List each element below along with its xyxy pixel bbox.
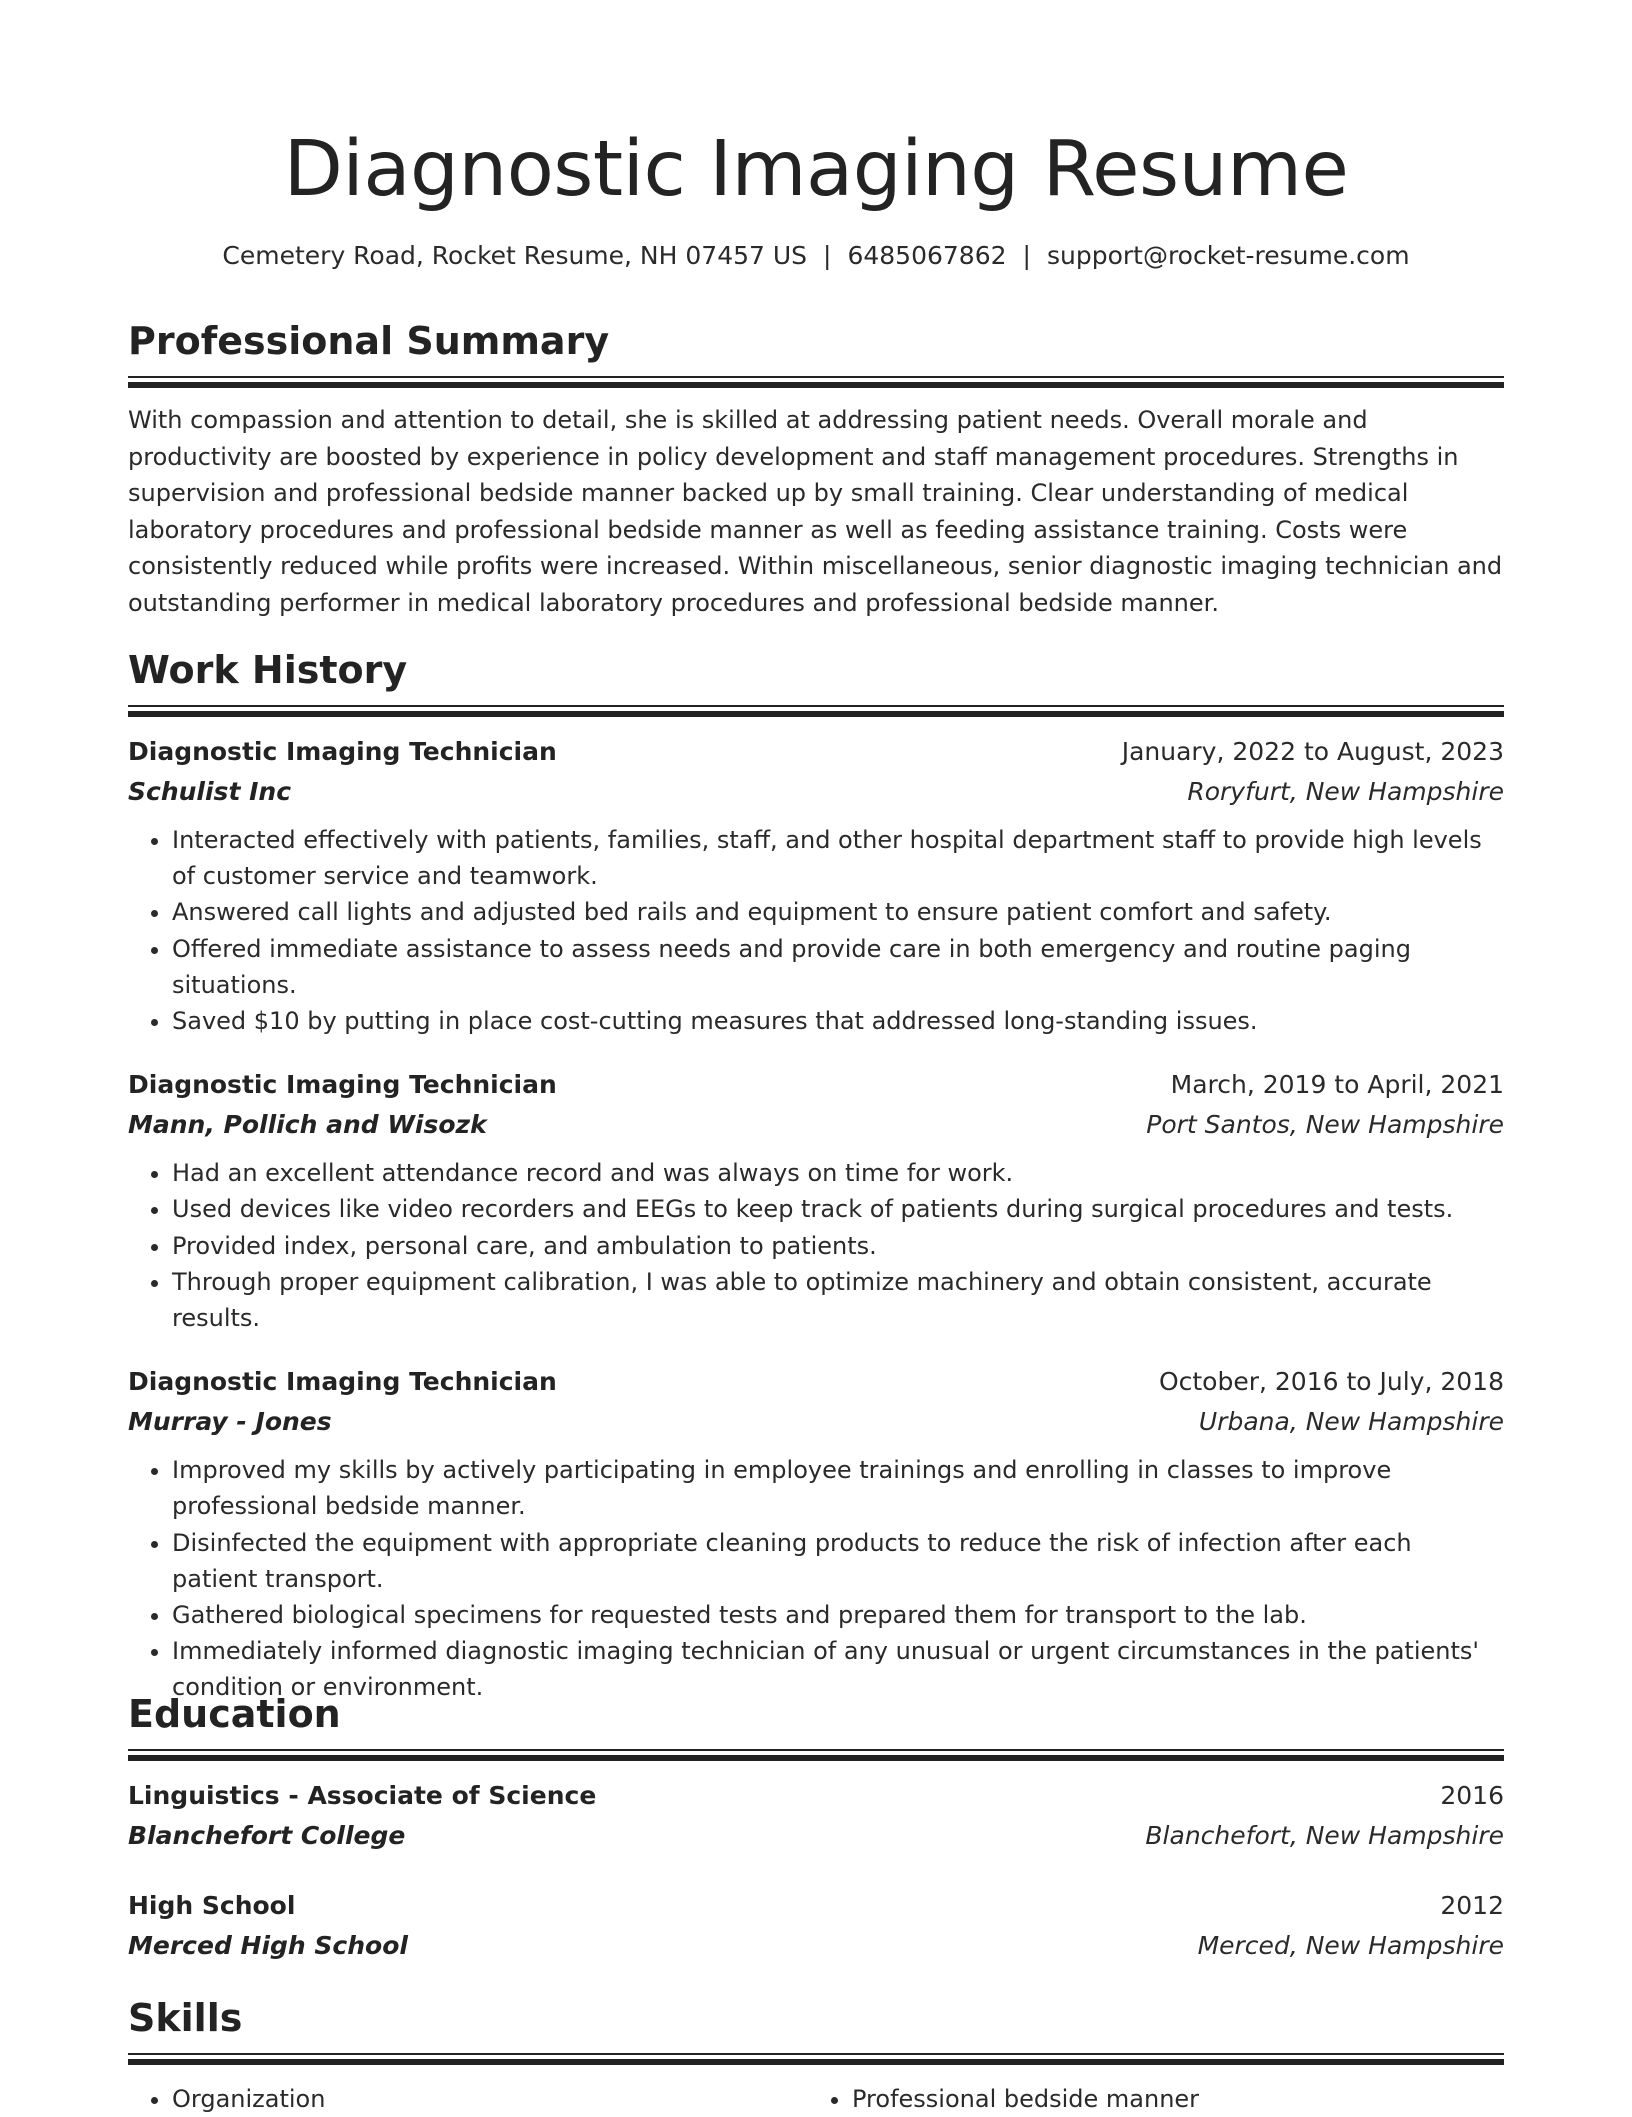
- education-school: Blanchefort College: [128, 1821, 406, 1850]
- job-location: Roryfurt, New Hampshire: [1187, 777, 1504, 806]
- job-employer: Mann, Pollich and Wisozk: [128, 1110, 487, 1140]
- list-item: • Improved my skills by actively participating in employee trainings and enrolling in classes to improve professional bedside manner.: [172, 1452, 1504, 1524]
- job-employer: Schulist Inc: [128, 777, 292, 806]
- section-heading-skills: Skills: [128, 1996, 243, 2040]
- education-degree: High School: [128, 1891, 296, 1920]
- job-header-row: [128, 1065, 1504, 1105]
- job-dates: October, 2016 to July, 2018: [1158, 1367, 1504, 1397]
- education-year: 2012: [1440, 1891, 1504, 1920]
- skill-item: • Professional bedside manner: [852, 2081, 1488, 2117]
- list-item: • Offered immediate assistance to assess needs and provide care in both emergency and routine paging situations.: [172, 931, 1504, 1003]
- contact-address: Cemetery Road, Rocket Resume, NH 07457 US: [222, 241, 808, 270]
- job-entry: [128, 1065, 1504, 1336]
- education-header-row: [128, 1886, 1504, 1926]
- job-entry: [128, 1362, 1504, 1705]
- education-degree: Linguistics - Associate of Science: [128, 1781, 597, 1810]
- contact-separator: |: [823, 241, 832, 270]
- job-employer-row: [128, 1105, 1504, 1145]
- list-item: • Had an excellent attendance record and was always on time for work.: [172, 1155, 1504, 1191]
- education-location: Blanchefort, New Hampshire: [1145, 1821, 1504, 1850]
- job-location: Urbana, New Hampshire: [1198, 1407, 1504, 1437]
- section-heading-work-history: Work History: [128, 648, 408, 692]
- job-title: Diagnostic Imaging Technician: [128, 737, 557, 766]
- education-school-row: [128, 1816, 1504, 1856]
- contact-email: support@rocket-resume.com: [1046, 241, 1410, 270]
- list-item: • Interacted effectively with patients, families, staff, and other hospital department staff to provide high levels of customer service and teamwork.: [172, 822, 1504, 894]
- contact-separator: |: [1022, 241, 1031, 270]
- list-item: • Immediately informed diagnostic imaging technician of any unusual or urgent circumstances in the patients' condition or environment.: [172, 1633, 1504, 1705]
- job-header-row: [128, 1362, 1504, 1402]
- job-location: Port Santos, New Hampshire: [1146, 1110, 1504, 1140]
- summary-text: With compassion and attention to detail, she is skilled at addressing patient needs. Overall morale and productivity are boosted by experience in policy development and staff management procedures. Strengths in supervision and professional bedside manner backed up by small training. Clear understanding of medical laboratory procedures and professional bedside manner as well as feeding assistance training. Costs were consistently reduced while profits were increased. Within miscellaneous, senior diagnostic imaging technician and outstanding performer in medical laboratory procedures and professional bedside manner.: [128, 406, 1503, 617]
- education-entry: [128, 1886, 1504, 1966]
- list-item: • Used devices like video recorders and EEGs to keep track of patients during surgical procedures and tests.: [172, 1191, 1504, 1227]
- job-employer-row: [128, 1402, 1504, 1442]
- job-bullets: [128, 822, 1504, 1039]
- list-item: • Disinfected the equipment with appropriate cleaning products to reduce the risk of infection after each patient transport.: [172, 1525, 1504, 1597]
- education-school: Merced High School: [128, 1931, 408, 1960]
- summary-section: [128, 316, 1504, 621]
- education-location: Merced, New Hampshire: [1197, 1931, 1504, 1960]
- skill-item: • Organization: [172, 2081, 808, 2117]
- skills-section: [128, 1993, 1504, 2117]
- list-item: • Provided index, personal care, and ambulation to patients.: [172, 1228, 1504, 1264]
- list-item: • Gathered biological specimens for requested tests and prepared them for transport to the lab.: [172, 1597, 1504, 1633]
- job-employer-row: [128, 772, 1504, 812]
- contact-phone: 6485067862: [847, 241, 1007, 270]
- list-item: • Through proper equipment calibration, I was able to optimize machinery and obtain consistent, accurate results.: [172, 1264, 1504, 1336]
- education-entry: [128, 1776, 1504, 1856]
- section-divider: [128, 705, 1504, 719]
- list-item: • Saved $10 by putting in place cost-cutting measures that addressed long-standing issues.: [172, 1003, 1504, 1039]
- section-divider: [128, 1749, 1504, 1763]
- education-school-row: [128, 1926, 1504, 1966]
- job-title: Diagnostic Imaging Technician: [128, 1367, 557, 1397]
- education-section: [128, 1689, 1504, 1966]
- section-heading-summary: Professional Summary: [128, 319, 610, 363]
- job-dates: March, 2019 to April, 2021: [1170, 1070, 1504, 1100]
- section-divider: [128, 2053, 1504, 2067]
- job-bullets: [128, 1155, 1504, 1336]
- job-employer: Murray - Jones: [128, 1407, 332, 1437]
- job-entry: [128, 732, 1504, 1039]
- resume-title: Diagnostic Imaging Resume: [283, 125, 1349, 214]
- job-title: Diagnostic Imaging Technician: [128, 1070, 557, 1100]
- job-header-row: [128, 732, 1504, 772]
- education-header-row: [128, 1776, 1504, 1816]
- job-dates: January, 2022 to August, 2023: [1121, 737, 1504, 766]
- education-year: 2016: [1440, 1781, 1504, 1810]
- section-heading-education: Education: [128, 1692, 341, 1736]
- job-bullets: [128, 1452, 1504, 1705]
- contact-line: [128, 238, 1504, 274]
- list-item: • Answered call lights and adjusted bed rails and equipment to ensure patient comfort and safety.: [172, 894, 1504, 930]
- section-divider: [128, 376, 1504, 390]
- work-history-section: [128, 645, 1504, 1706]
